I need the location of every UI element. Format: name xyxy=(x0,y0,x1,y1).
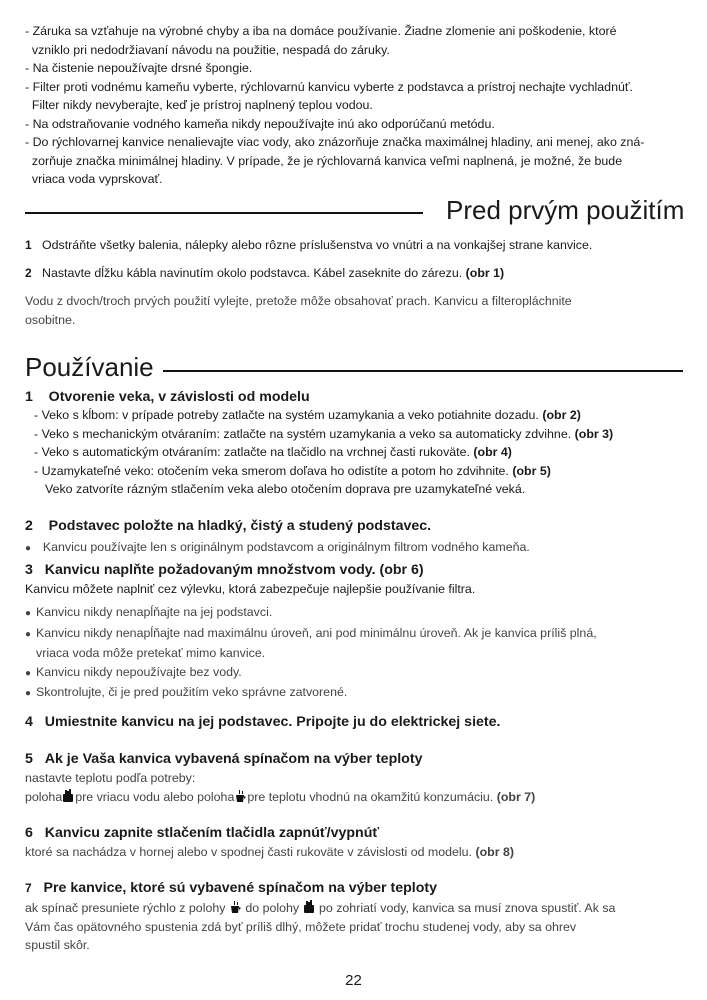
text-line: Vám čas opätovného spustenia zdá byť príliš dlhý, môžete pridať trochu studenej vody, aby sa ohrev xyxy=(25,919,577,934)
list-item: - Uzamykateľné veko: otočením veka smerom doľava ho odistíte a potom ho zdvihnite. (obr 5) xyxy=(34,463,551,478)
list-item: vriaca voda môže pretekať mimo kanvice. xyxy=(36,646,266,660)
usage-step-7-title xyxy=(25,879,437,898)
text-line: spustil skôr. xyxy=(25,938,90,952)
kettle-boil-icon xyxy=(303,900,316,914)
step-number: 6 xyxy=(25,825,33,841)
usage-step-2-title xyxy=(25,517,431,536)
note-line: osobitne. xyxy=(25,312,76,327)
step-6-body: ktoré sa nachádza v hornej alebo v spodnej časti rukoväte v závislosti od modelu. (obr 8) xyxy=(25,845,515,859)
step-5-body xyxy=(25,769,535,806)
step-title: Umiestnite kanvicu na jej podstavec. Pripojte ju do elektrickej siete. xyxy=(44,714,501,730)
warning-line: zorňuje značka minimálnej hladiny. V prípade, že je rýchlovarná kanvica veľmi naplnená, je možné, že bude xyxy=(25,153,623,168)
step-title: Otvorenie veka, v závislosti od modelu xyxy=(48,389,310,405)
step-number: 7 xyxy=(25,881,32,895)
list-item: ● Kanvicu používajte len s originálnym podstavcom a originálnym filtrom vodného kameňa. xyxy=(25,538,530,559)
list-item: Veko zatvoríte rázným stlačením veka alebo otočením doprava pre uzamykateľné veká. xyxy=(45,482,526,496)
lid-options-list xyxy=(34,406,613,499)
usage-step-1-title xyxy=(25,388,310,407)
usage-step-4-title xyxy=(25,713,500,732)
figure-ref: (obr 8) xyxy=(475,845,515,859)
section-rule xyxy=(25,212,423,214)
step-text: Nastavte dĺžku kábla navinutím okolo podstavca. Kábel zaseknite do zárezu. xyxy=(42,266,463,280)
section-title-first-use: Pred prvým použitím xyxy=(446,195,685,225)
step-title: Podstavec položte na hladký, čistý a studený podstavec. xyxy=(48,518,432,534)
step-title: Kanvicu zapnite stlačením tlačidla zapnúť/vypnúť xyxy=(44,825,380,841)
step-number: 3 xyxy=(25,562,33,578)
warning-line: vriaca voda vyprskovať. xyxy=(25,172,163,186)
text-line: ak spínač presuniete rýchlo z polohy do polohy po zohriatí vody, kanvica sa musí znova spustiť. Ak sa xyxy=(25,901,616,915)
warning-line: Filter nikdy nevyberajte, keď je prístroj naplnený teplou vodou. xyxy=(25,98,373,112)
figure-ref: (obr 2) xyxy=(542,408,581,422)
page-number: 22 xyxy=(345,972,362,989)
step-title: Kanvicu naplňte požadovaným množstvom vody. (obr 6) xyxy=(44,562,424,578)
step-number: 5 xyxy=(25,751,33,767)
figure-ref: (obr 7) xyxy=(496,789,536,804)
step-3-bullets xyxy=(25,603,597,704)
warning-line: - Filter proti vodnému kameňu vyberte, rýchlovarnú kanvicu vyberte z podstavca a prístroj nechajte vychladnúť. xyxy=(25,79,633,94)
usage-step-6-title xyxy=(25,824,379,843)
step-number: 4 xyxy=(25,714,33,730)
list-item: - Veko s mechanickým otváraním: zatlačte na systém uzamykania a veko sa automaticky zdvihne. (obr 3) xyxy=(34,426,614,441)
warning-line: - Do rýchlovarnej kanvice nenalievajte viac vody, ako znázorňuje značka maximálnej hladiny, ani menej, ako zná- xyxy=(25,135,645,149)
bullet-icon: ● xyxy=(25,628,32,640)
section-rule xyxy=(163,370,683,372)
bullet-icon: ● xyxy=(25,608,32,619)
figure-ref: (obr 1) xyxy=(465,266,505,280)
bullet-icon: ● xyxy=(25,543,32,554)
list-item: - Veko s kĺbom: v prípade potreby zatlačte na systém uzamykania a veko potiahnite dozadu. (obr 2) xyxy=(34,408,581,422)
step-number: 1 xyxy=(25,389,33,405)
step-number: 2 xyxy=(25,266,32,280)
first-use-step-1 xyxy=(25,236,592,255)
first-use-note xyxy=(25,292,572,329)
bullet-icon: ● xyxy=(25,688,32,699)
step-number: 2 xyxy=(25,518,33,534)
step-number: 1 xyxy=(25,238,32,252)
section-title-usage: Používanie xyxy=(25,352,154,382)
cup-icon xyxy=(229,900,242,914)
text-line: poloha pre vriacu vodu alebo poloha pre teplotu vhodnú na okamžitú konzumáciu. (obr 7) xyxy=(25,789,536,804)
text-line: nastavte teplotu podľa potreby: xyxy=(25,771,196,785)
list-item: ● Skontrolujte, či je pred použitím veko správne zatvorené. xyxy=(25,683,597,704)
step-text: Odstráňte všetky balenia, nálepky alebo rôzne príslušenstva vo vnútri a na vonkajšej strane kanvice. xyxy=(42,238,593,252)
figure-ref: (obr 5) xyxy=(512,463,551,478)
usage-step-3-title xyxy=(25,561,424,580)
figure-ref: (obr 4) xyxy=(473,445,512,459)
note-line: Vodu z dvoch/troch prvých použití vylejte, pretože môže obsahovať prach. Kanvicu a filteropláchnite xyxy=(25,294,572,308)
warning-line: - Záruka sa vzťahuje na výrobné chyby a iba na domáce používanie. Žiadne zlomenie ani poškodenie, ktoré xyxy=(25,24,617,38)
step-title: Ak je Vaša kanvica vybavená spínačom na výber teploty xyxy=(44,751,423,767)
step-3-intro: Kanvicu môžete naplniť cez výlevku, ktorá zabezpečuje najlepšie používanie filtra. xyxy=(25,582,476,596)
list-item: - Veko s automatickým otváraním: zatlačte na tlačidlo na vrchnej časti rukoväte. (obr 4) xyxy=(34,445,512,459)
warning-line: - Na odstraňovanie vodného kameňa nikdy nepoužívajte inú ako odporúčanú metódu. xyxy=(25,116,495,131)
first-use-step-2 xyxy=(25,264,504,283)
step-7-body xyxy=(25,899,615,955)
list-item: ● Kanvicu nikdy nenapĺňajte na jej podstavci. xyxy=(25,603,597,624)
warning-line: vzniklo pri nedodržiavaní návodu na použitie, nespadá do záruky. xyxy=(25,42,390,57)
list-item: ● Kanvicu nikdy nenapĺňajte nad maximálnu úroveň, ani pod minimálnu úroveň. Ak je kanvica príliš plná, xyxy=(25,624,597,645)
cup-icon xyxy=(234,789,247,803)
figure-ref: (obr 3) xyxy=(574,426,614,441)
usage-step-5-title xyxy=(25,750,422,769)
warnings-block xyxy=(25,22,644,189)
bullet-icon: ● xyxy=(25,667,32,679)
list-item: ● Kanvicu nikdy nepoužívajte bez vody. xyxy=(25,663,597,684)
kettle-boil-icon xyxy=(62,789,75,803)
warning-line: - Na čistenie nepoužívajte drsné špongie. xyxy=(25,61,253,75)
step-title: Pre kanvice, ktoré sú vybavené spínačom na výber teploty xyxy=(43,880,437,896)
